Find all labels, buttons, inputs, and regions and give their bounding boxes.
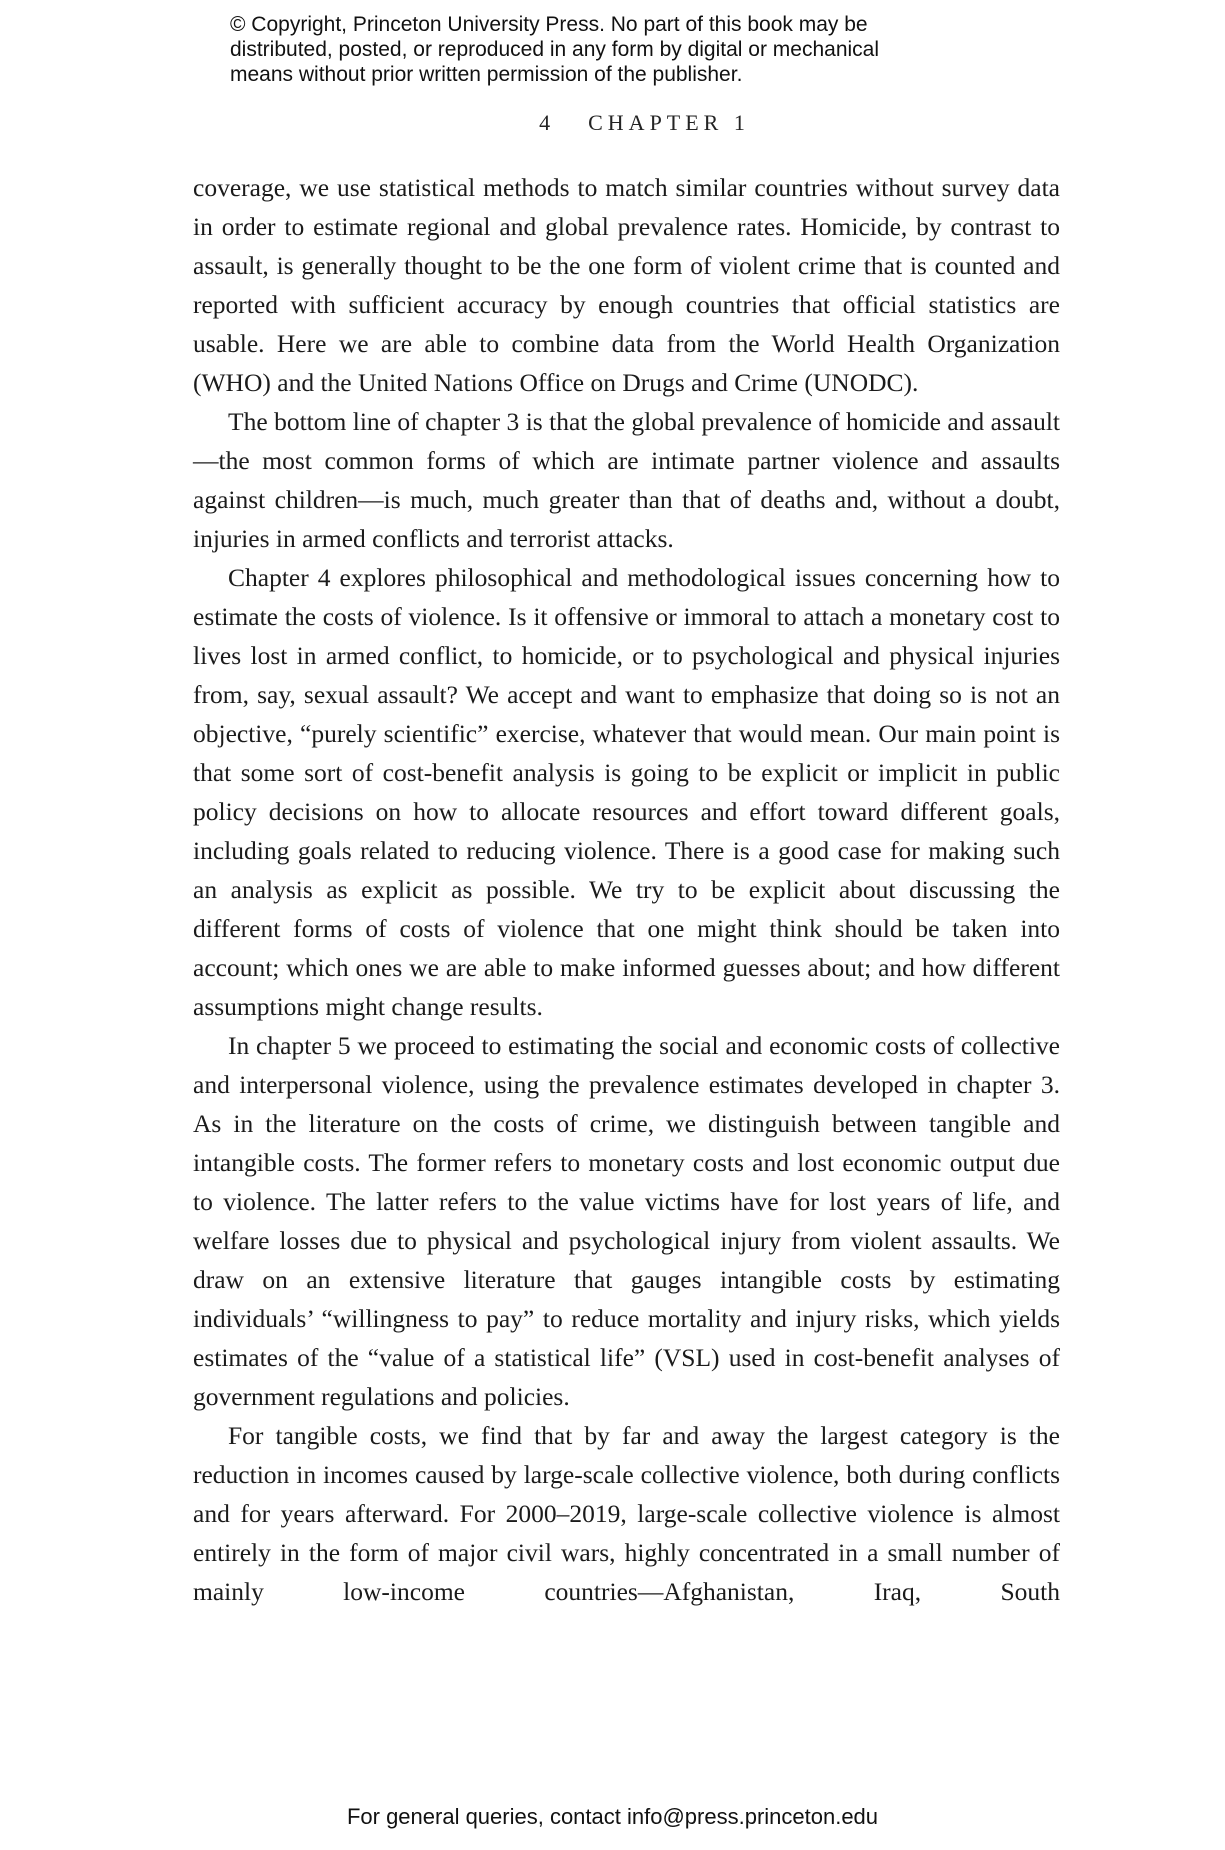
page-header [211, 110, 1078, 136]
running-head: CHAPTER 1 [588, 110, 750, 135]
body-paragraph: The bottom line of chapter 3 is that the global prevalence of homicide and assault—the most common forms of which are intimate partner violence and assaults against children—is much, much greater than that of deaths and, without a doubt, injuries in armed conflicts and terrorist attacks. [193, 407, 1060, 553]
body-paragraph: In chapter 5 we proceed to estimating the social and economic costs of collective and interpersonal violence, using the prevalence estimates developed in chapter 3. As in the literature on the costs of crime, we distinguish between tangible and intangible costs. The former refers to monetary costs and lost economic output due to violence. The latter refers to the value victims have for lost years of life, and welfare losses due to physical and psychological injury from violent assaults. We draw on an extensive literature that gauges intangible costs by estimating individuals’ “willingness to pay” to reduce mortality and injury risks, which yields estimates of the “value of a statistical life” (VSL) used in cost-benefit analyses of government regulations and policies. [193, 1031, 1060, 1411]
body-paragraph: coverage, we use statistical methods to match similar countries without survey data in order to estimate regional and global prevalence rates. Homicide, by contrast to assault, is generally thought to be the one form of violent crime that is counted and reported with sufficient accuracy by enough countries that official statistics are usable. Here we are able to combine data from the World Health Organization (WHO) and the United Nations Office on Drugs and Crime (UNODC). [193, 173, 1060, 397]
body-paragraph: Chapter 4 explores philosophical and methodological issues concerning how to estimate the costs of violence. Is it offensive or immoral to attach a monetary cost to lives lost in armed conflict, to homicide, or to psychological and physical injuries from, say, sexual assault? We accept and want to emphasize that doing so is not an objective, “purely scientific” exercise, whatever that would mean. Our main point is that some sort of cost-benefit analysis is going to be explicit or implicit in public policy decisions on how to allocate resources and effort toward different goals, including goals related to reducing violence. There is a good case for making such an analysis as explicit as possible. We try to be explicit about discussing the different forms of costs of violence that one might think should be taken into account; which ones we are able to make informed guesses about; and how different assumptions might change results. [193, 563, 1060, 1021]
body-text [193, 168, 1060, 1611]
footer-text: For general queries, contact info@press.princeton.edu [346, 1804, 879, 1829]
page-number: 4 [539, 110, 553, 135]
copyright-line: distributed, posted, or reproduced in any form by digital or mechanical [230, 38, 880, 61]
page-footer [0, 1804, 1225, 1830]
body-paragraph: For tangible costs, we find that by far and away the largest category is the reduction in incomes caused by large-scale collective violence, both during conflicts and for years afterward. For 2000–2019, large-scale collective violence is almost entirely in the form of major civil wars, highly concentrated in a small number of mainly low-income countries—Afghanistan, Iraq, South [193, 1421, 1060, 1606]
copyright-line: © Copyright, Princeton University Press. No part of this book may be [230, 13, 868, 36]
copyright-notice [230, 12, 950, 87]
copyright-line: means without prior written permission of the publisher. [230, 63, 743, 86]
